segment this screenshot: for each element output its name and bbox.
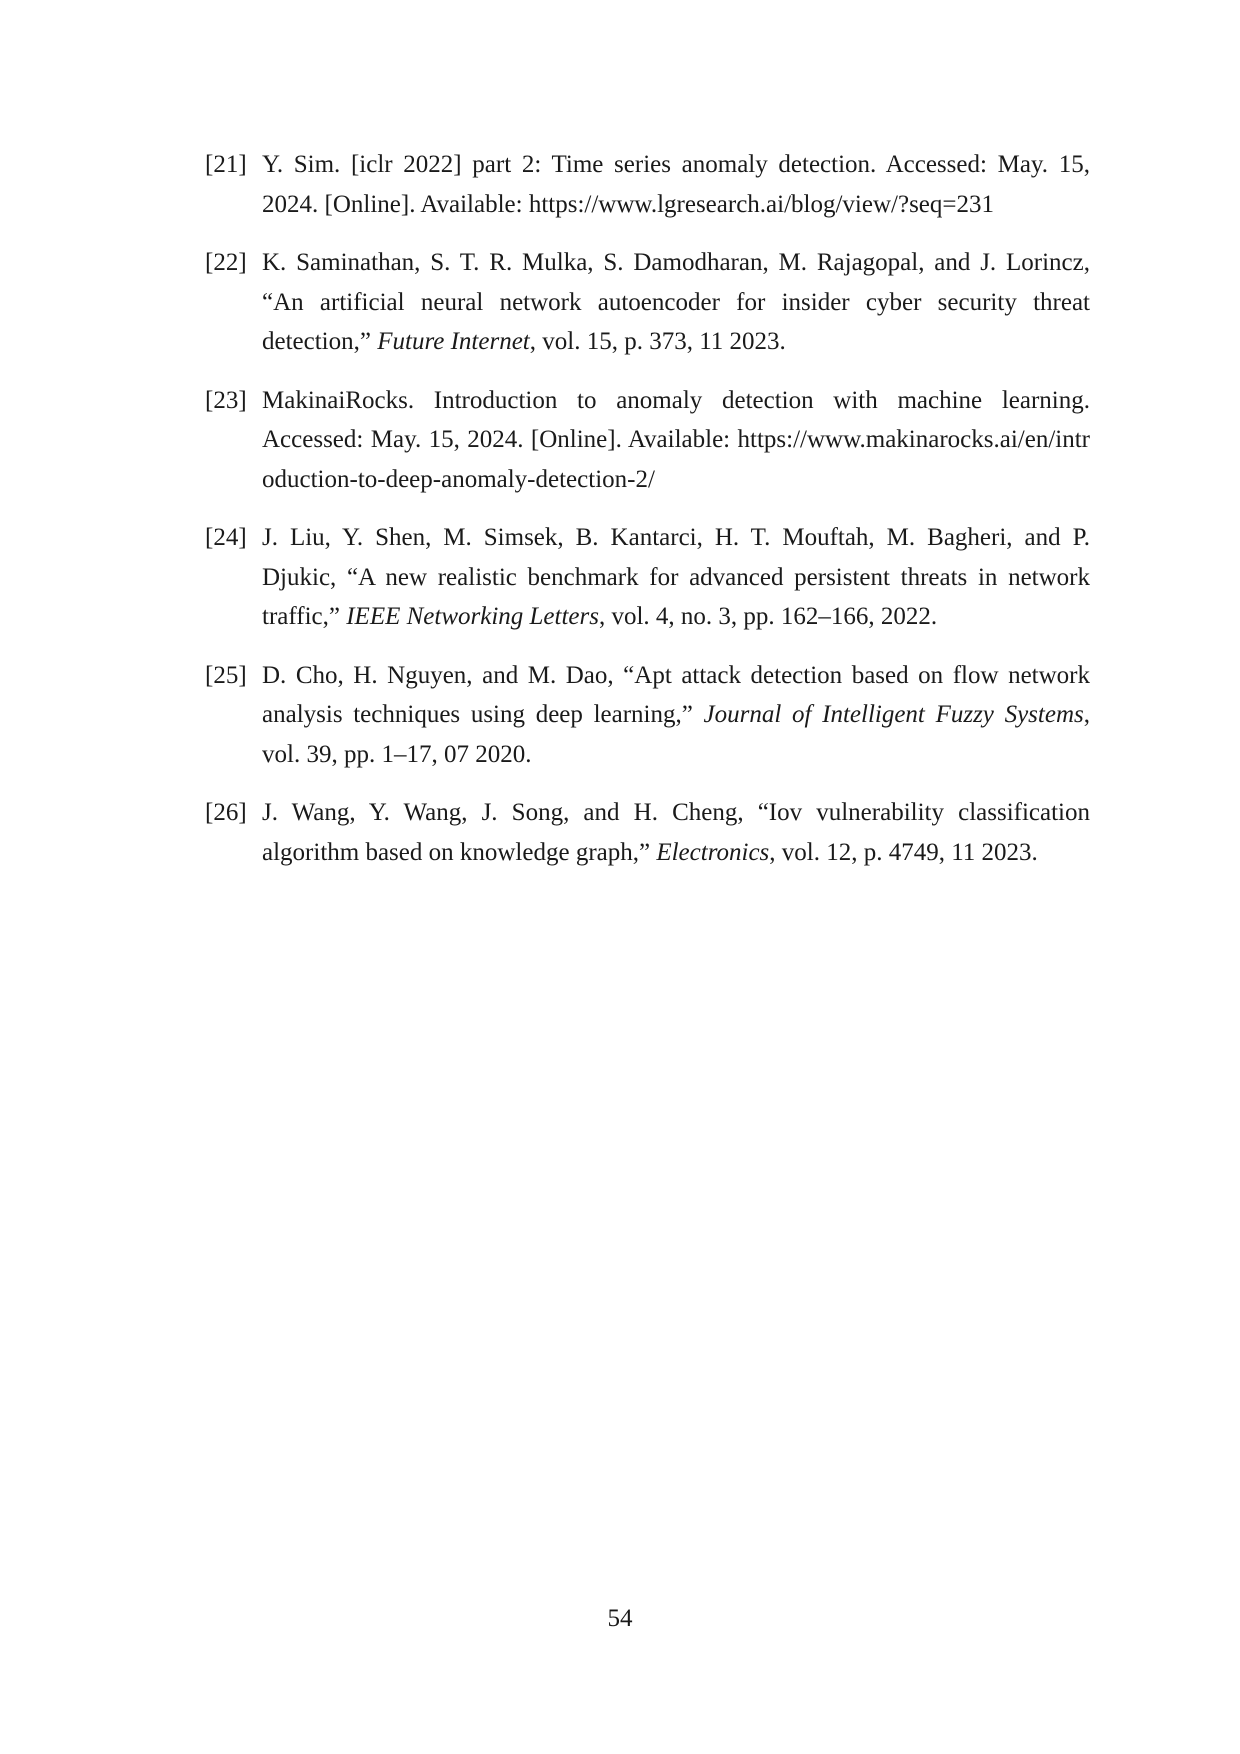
reference-details: , vol. 4, no. 3, pp. 162–166, 2022.	[598, 603, 938, 630]
reference-number: [24]	[205, 524, 247, 551]
reference-item-23	[205, 381, 1090, 500]
reference-details: , vol. 12, p. 4749, 11 2023.	[769, 838, 1038, 866]
reference-number: [23]	[205, 386, 247, 414]
reference-venue: IEEE Networking Letters	[346, 603, 599, 630]
reference-citation: J. Liu, Y. Shen, M. Simsek, B. Kantarci, H. T. Mouftah, M. Bagheri, and P. Djukic, “A new realistic benchmark for advanced persistent threats in network traffic,”	[262, 524, 1090, 630]
reference-text	[262, 243, 1090, 362]
reference-number: [25]	[205, 661, 247, 689]
reference-text	[262, 518, 1090, 637]
reference-venue: Journal of Intelligent Fuzzy Systems	[703, 701, 1084, 728]
reference-details: , vol. 15, p. 373, 11 2023.	[529, 328, 786, 355]
reference-citation: Y. Sim. [iclr 2022] part 2: Time series anomaly detection. Accessed: May. 15, 2024. [Online]. Available:	[262, 151, 1090, 218]
reference-text	[262, 656, 1090, 775]
reference-url[interactable]: https://www.makinarocks.ai/en/introduction-to-deep-anomaly-detection-2/	[262, 426, 1090, 493]
reference-citation: D. Cho, H. Nguyen, and M. Dao, “Apt attack detection based on flow network analysis techniques using deep learning,”	[262, 661, 1090, 728]
reference-citation: J. Wang, Y. Wang, J. Song, and H. Cheng, “Iov vulnerability classification algorithm based on knowledge graph,”	[262, 799, 1090, 866]
reference-item-22	[205, 243, 1090, 362]
reference-venue: Future Internet	[377, 328, 530, 355]
reference-citation: K. Saminathan, S. T. R. Mulka, S. Damodharan, M. Rajagopal, and J. Lorincz, “An artificial neural network autoencoder for insider cyber security threat detection,”	[262, 249, 1090, 355]
reference-item-21	[205, 145, 1090, 224]
reference-details: , vol. 39, pp. 1–17, 07 2020.	[262, 701, 1090, 768]
reference-number: [21]	[205, 151, 247, 178]
reference-text	[262, 793, 1090, 872]
reference-citation: MakinaiRocks. Introduction to anomaly detection with machine learning. Accessed: May. 15, 2024. [Online]. Available:	[262, 386, 1090, 453]
reference-list	[205, 145, 1090, 891]
reference-number: [22]	[205, 249, 247, 276]
reference-text	[262, 145, 1090, 224]
reference-venue: Electronics	[656, 838, 770, 866]
reference-item-26	[205, 793, 1090, 872]
reference-url[interactable]: https://www.lgresearch.ai/blog/view/?seq=231	[528, 190, 994, 218]
reference-number: [26]	[205, 799, 247, 826]
reference-item-24	[205, 518, 1090, 637]
page-number: 54	[607, 1605, 633, 1632]
reference-text	[262, 381, 1090, 500]
reference-item-25	[205, 656, 1090, 775]
